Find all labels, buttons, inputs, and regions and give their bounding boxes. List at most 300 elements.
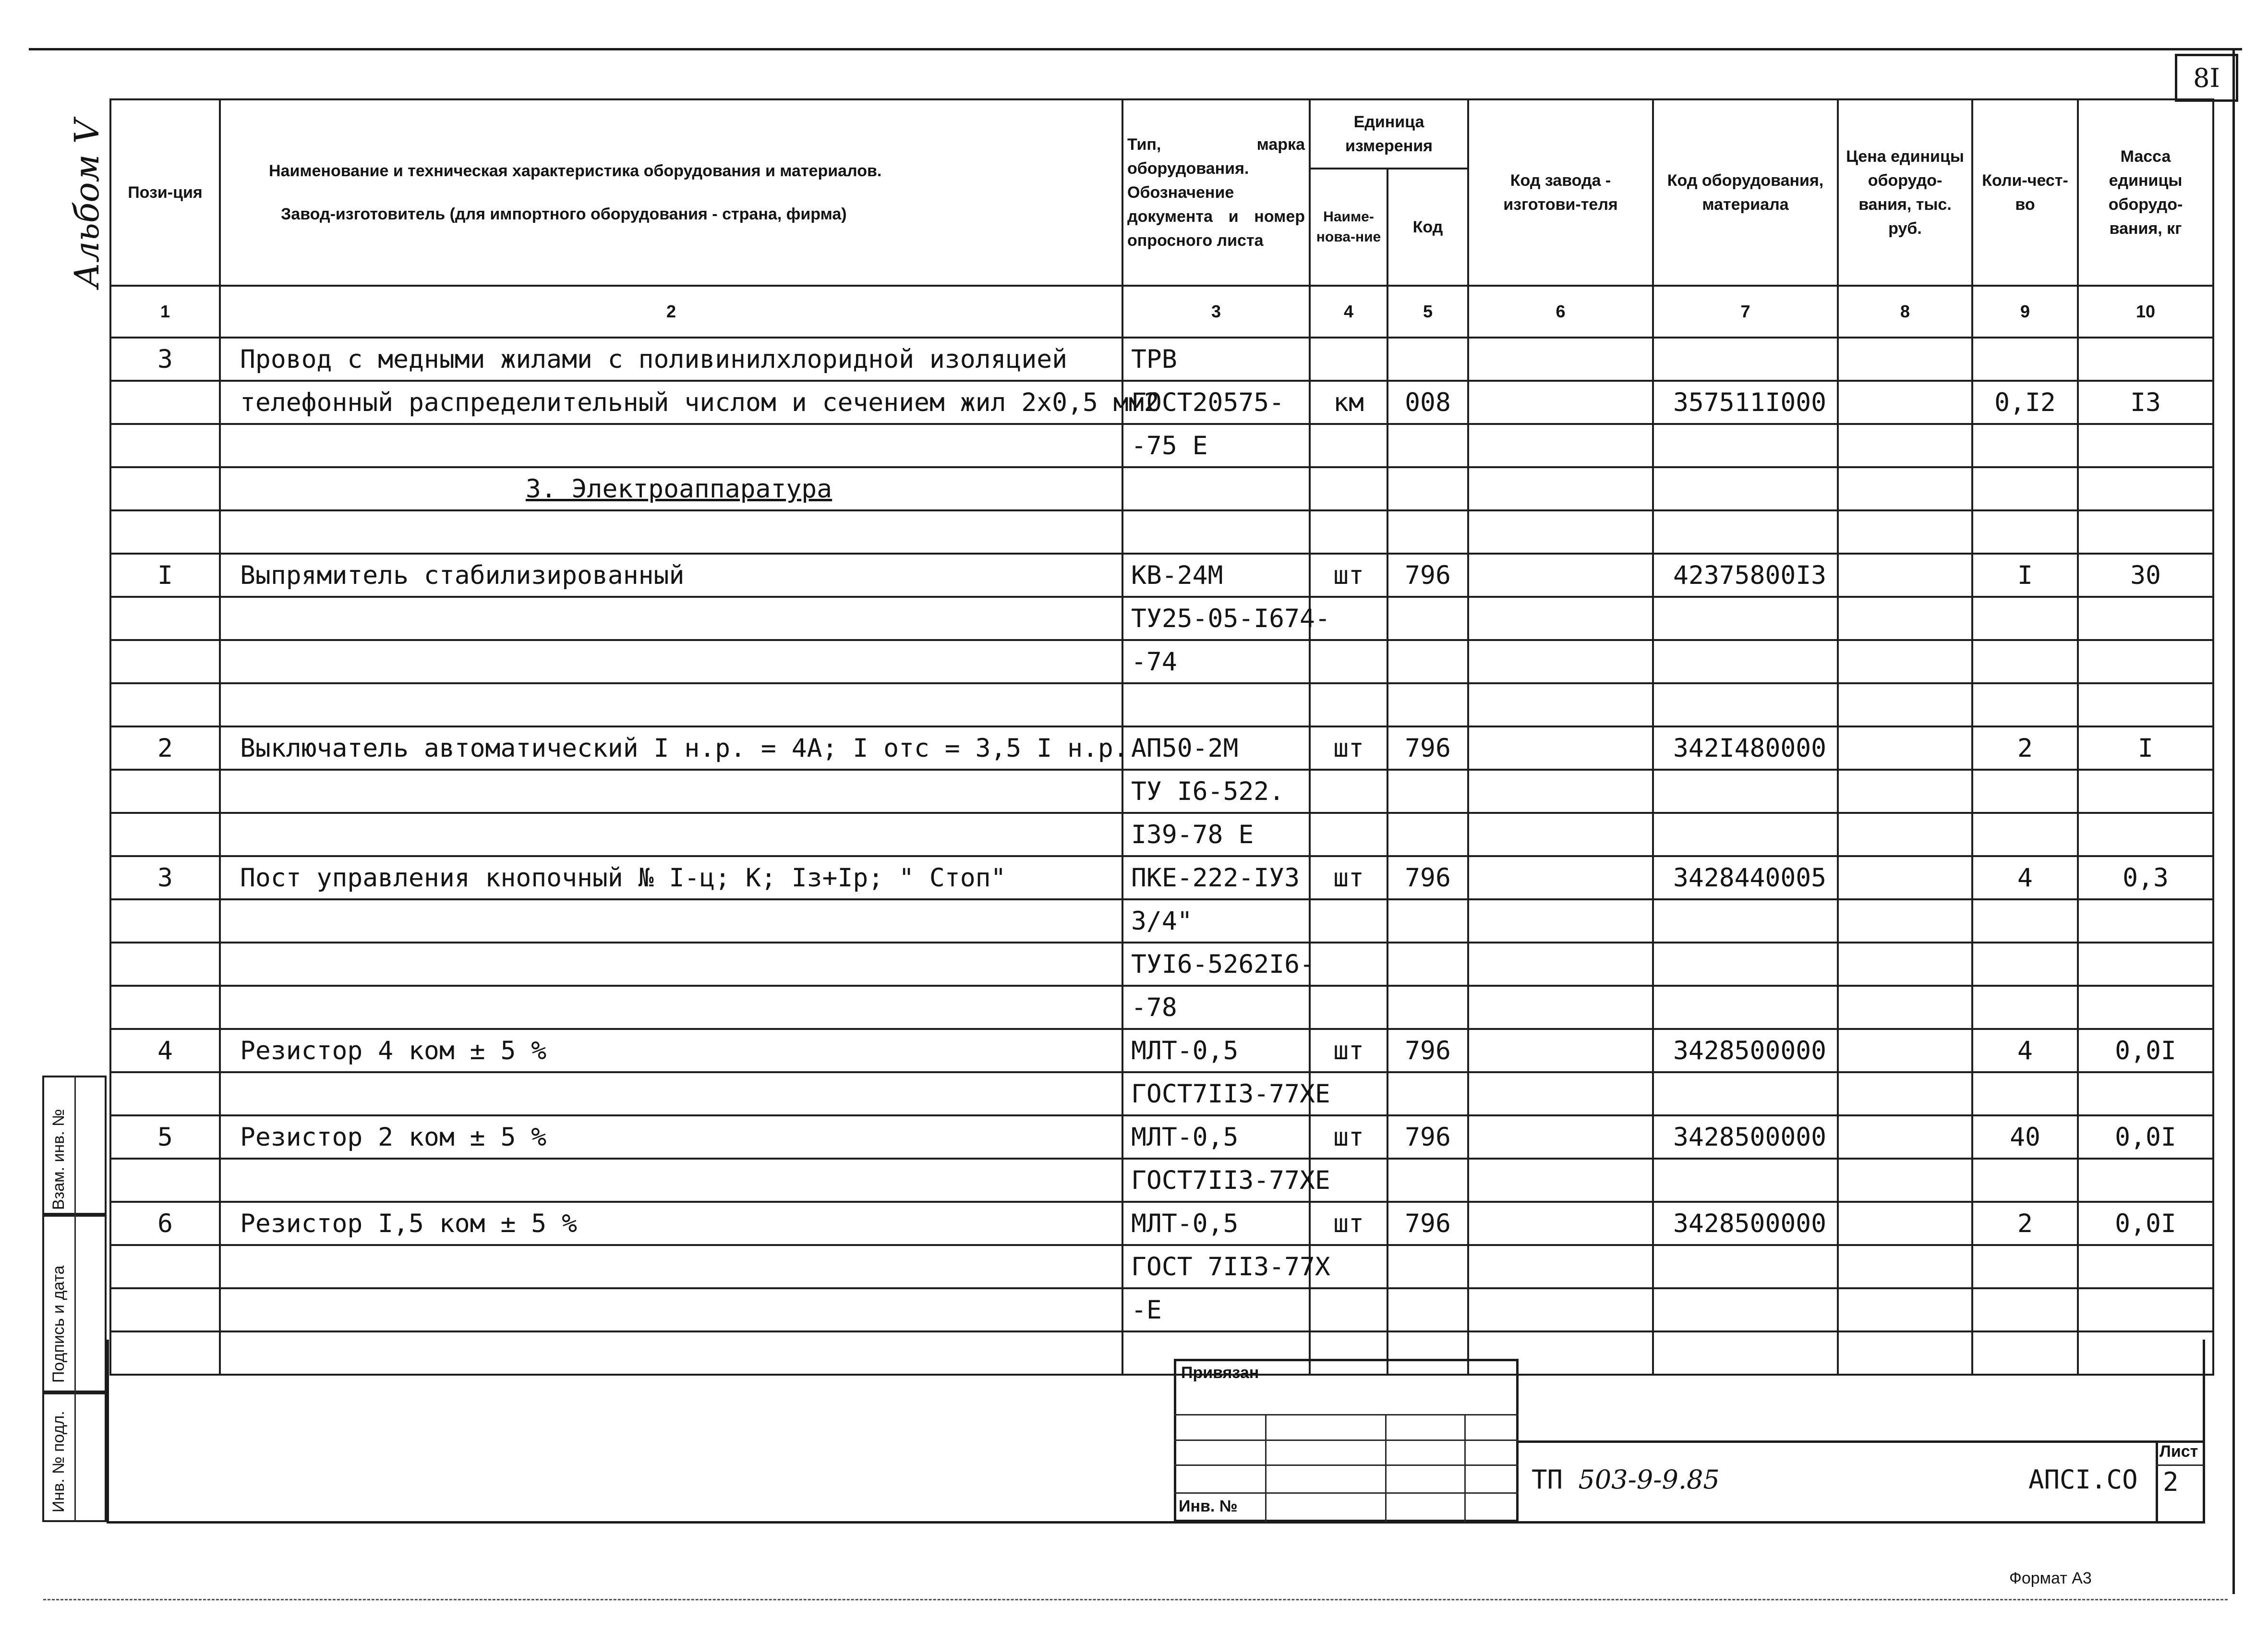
cell-mass bbox=[2078, 1245, 2213, 1288]
cell-qty: 2 bbox=[1972, 726, 2078, 770]
cell-pos bbox=[110, 1072, 220, 1115]
cell-equip: 42375800I3 bbox=[1653, 554, 1838, 597]
doc-number bbox=[1532, 1464, 1720, 1495]
cell-qty bbox=[1972, 338, 2078, 381]
table-row bbox=[110, 640, 2213, 683]
cell-code bbox=[1387, 1159, 1468, 1202]
cell-price bbox=[1838, 1288, 1972, 1331]
cell-plant bbox=[1468, 510, 1653, 554]
cell-type bbox=[1122, 683, 1310, 726]
cell-name bbox=[220, 424, 1122, 467]
cell-mass: 0,3 bbox=[2078, 856, 2213, 899]
cell-name bbox=[220, 640, 1122, 683]
cell-pos: I bbox=[110, 554, 220, 597]
cell-name bbox=[220, 1288, 1122, 1331]
cell-unit bbox=[1310, 338, 1387, 381]
cell-pos: 3 bbox=[110, 338, 220, 381]
cell-name: Резистор I,5 ком ± 5 % bbox=[220, 1202, 1122, 1245]
table-row bbox=[110, 1072, 2213, 1115]
cell-qty bbox=[1972, 1245, 2078, 1288]
stamp-podpis-divider bbox=[74, 1215, 76, 1392]
cell-plant bbox=[1468, 943, 1653, 986]
cell-mass bbox=[2078, 1072, 2213, 1115]
privyazan-col-1 bbox=[1265, 1414, 1267, 1522]
cell-plant bbox=[1468, 856, 1653, 899]
cell-type: КВ-24М bbox=[1122, 554, 1310, 597]
cell-plant bbox=[1468, 986, 1653, 1029]
column-number: 5 bbox=[1387, 286, 1468, 338]
table-row bbox=[110, 1331, 2213, 1375]
cell-mass bbox=[2078, 943, 2213, 986]
cell-qty: 4 bbox=[1972, 1029, 2078, 1072]
cell-pos bbox=[110, 770, 220, 813]
table-row bbox=[110, 554, 2213, 597]
cell-type: ТРВ bbox=[1122, 338, 1310, 381]
cell-unit bbox=[1310, 510, 1387, 554]
top-frame-line bbox=[29, 48, 2242, 50]
cell-equip bbox=[1653, 770, 1838, 813]
header-unit-code: Код bbox=[1387, 169, 1468, 286]
cell-qty bbox=[1972, 640, 2078, 683]
cell-price bbox=[1838, 510, 1972, 554]
cell-type: ГОСТ 7II3-77Х bbox=[1122, 1245, 1310, 1288]
cell-equip: 3428500000 bbox=[1653, 1029, 1838, 1072]
privyazan-label: Привязан bbox=[1181, 1364, 1259, 1382]
cell-unit bbox=[1310, 899, 1387, 943]
bottom-frame-line bbox=[107, 1521, 2205, 1524]
cell-plant bbox=[1468, 770, 1653, 813]
table-row bbox=[110, 381, 2213, 424]
cell-plant bbox=[1468, 597, 1653, 640]
cell-type: I39-78 Е bbox=[1122, 813, 1310, 856]
cell-qty: I bbox=[1972, 554, 2078, 597]
cell-price bbox=[1838, 770, 1972, 813]
cell-name bbox=[220, 597, 1122, 640]
cell-code bbox=[1387, 338, 1468, 381]
column-number-row bbox=[110, 286, 2213, 338]
album-label: Альбом V bbox=[67, 119, 107, 288]
cell-code: 796 bbox=[1387, 1115, 1468, 1159]
column-number: 3 bbox=[1122, 286, 1310, 338]
table-row bbox=[110, 1159, 2213, 1202]
cell-mass: I bbox=[2078, 726, 2213, 770]
cell-equip bbox=[1653, 597, 1838, 640]
sheet-box-divider bbox=[2156, 1464, 2204, 1466]
cell-pos: 6 bbox=[110, 1202, 220, 1245]
cell-qty bbox=[1972, 683, 2078, 726]
cell-name bbox=[220, 943, 1122, 986]
cell-mass: 0,0I bbox=[2078, 1202, 2213, 1245]
cell-code bbox=[1387, 424, 1468, 467]
cell-plant bbox=[1468, 1159, 1653, 1202]
cell-code bbox=[1387, 467, 1468, 510]
cell-type: МЛТ-0,5 bbox=[1122, 1115, 1310, 1159]
cell-plant bbox=[1468, 381, 1653, 424]
cell-type bbox=[1122, 467, 1310, 510]
header-qty: Коли-чест-во bbox=[1972, 99, 2078, 286]
cell-name: Пост управления кнопочный № I-ц; К; Iз+Iр; " Стоп" bbox=[220, 856, 1122, 899]
cell-pos bbox=[110, 640, 220, 683]
specification-table bbox=[109, 98, 2214, 1376]
cell-name bbox=[220, 1159, 1122, 1202]
cell-unit bbox=[1310, 813, 1387, 856]
table-row bbox=[110, 1245, 2213, 1288]
cell-name: Резистор 4 ком ± 5 % bbox=[220, 1029, 1122, 1072]
cell-pos bbox=[110, 683, 220, 726]
cell-qty bbox=[1972, 986, 2078, 1029]
cell-name bbox=[220, 510, 1122, 554]
cell-qty bbox=[1972, 510, 2078, 554]
privyazan-row-2 bbox=[1174, 1439, 1519, 1441]
cell-pos bbox=[110, 813, 220, 856]
header-type: Тип, марка оборудования. Обозначение документа и номер опросного листа bbox=[1122, 99, 1310, 286]
cell-qty bbox=[1972, 1072, 2078, 1115]
header-name-line2: Завод-изготовитель (для импортного оборудования - страна, фирма) bbox=[281, 205, 847, 223]
cell-name: Выпрямитель стабилизированный bbox=[220, 554, 1122, 597]
cell-price bbox=[1838, 1331, 1972, 1375]
cell-price bbox=[1838, 338, 1972, 381]
cell-price bbox=[1838, 856, 1972, 899]
doc-prefix: ТП bbox=[1532, 1464, 1563, 1495]
cell-name bbox=[220, 813, 1122, 856]
header-name bbox=[220, 99, 1122, 286]
column-number: 6 bbox=[1468, 286, 1653, 338]
cell-qty bbox=[1972, 943, 2078, 986]
cell-plant bbox=[1468, 424, 1653, 467]
cell-code: 796 bbox=[1387, 856, 1468, 899]
cell-code: 008 bbox=[1387, 381, 1468, 424]
cell-name bbox=[220, 1245, 1122, 1288]
column-number: 2 bbox=[220, 286, 1122, 338]
cell-code bbox=[1387, 899, 1468, 943]
cell-code bbox=[1387, 1288, 1468, 1331]
cell-code bbox=[1387, 683, 1468, 726]
cell-mass bbox=[2078, 1288, 2213, 1331]
cell-price bbox=[1838, 1245, 1972, 1288]
cell-plant bbox=[1468, 899, 1653, 943]
cell-mass: I3 bbox=[2078, 381, 2213, 424]
cell-price bbox=[1838, 640, 1972, 683]
table-row bbox=[110, 683, 2213, 726]
cell-unit bbox=[1310, 770, 1387, 813]
cell-qty bbox=[1972, 1288, 2078, 1331]
doc-code: АПСI.СО bbox=[2028, 1464, 2138, 1495]
cell-mass bbox=[2078, 1331, 2213, 1375]
cell-unit: шт bbox=[1310, 554, 1387, 597]
cell-name bbox=[220, 986, 1122, 1029]
cell-qty bbox=[1972, 597, 2078, 640]
table-row bbox=[110, 510, 2213, 554]
cell-type: АП50-2М bbox=[1122, 726, 1310, 770]
cell-code: 796 bbox=[1387, 1029, 1468, 1072]
cell-mass bbox=[2078, 813, 2213, 856]
cell-price bbox=[1838, 467, 1972, 510]
cell-type: -75 Е bbox=[1122, 424, 1310, 467]
table-row bbox=[110, 899, 2213, 943]
stamp-podpis-data-label: Подпись и дата bbox=[49, 1265, 68, 1383]
cell-unit bbox=[1310, 683, 1387, 726]
cell-unit: шт bbox=[1310, 726, 1387, 770]
cell-pos bbox=[110, 1159, 220, 1202]
cell-mass bbox=[2078, 683, 2213, 726]
cell-mass: 0,0I bbox=[2078, 1029, 2213, 1072]
cell-unit bbox=[1310, 943, 1387, 986]
cell-unit bbox=[1310, 986, 1387, 1029]
cell-plant bbox=[1468, 1072, 1653, 1115]
cell-equip bbox=[1653, 683, 1838, 726]
cell-unit: шт bbox=[1310, 1115, 1387, 1159]
cell-equip bbox=[1653, 1159, 1838, 1202]
cell-name bbox=[220, 1331, 1122, 1375]
table-row bbox=[110, 770, 2213, 813]
privyazan-row-3 bbox=[1174, 1464, 1519, 1466]
table-row bbox=[110, 1202, 2213, 1245]
cell-name: Выключатель автоматический I н.р. = 4А; I отс = 3,5 I н.р. bbox=[220, 726, 1122, 770]
privyazan-col-2 bbox=[1385, 1414, 1387, 1522]
cell-plant bbox=[1468, 554, 1653, 597]
cell-equip bbox=[1653, 338, 1838, 381]
stamp-vzam-divider bbox=[74, 1076, 76, 1215]
table-row bbox=[110, 1115, 2213, 1159]
cell-unit bbox=[1310, 640, 1387, 683]
cell-name bbox=[220, 683, 1122, 726]
cell-type: МЛТ-0,5 bbox=[1122, 1029, 1310, 1072]
cell-code bbox=[1387, 510, 1468, 554]
cell-price bbox=[1838, 1202, 1972, 1245]
cell-pos: 3 bbox=[110, 856, 220, 899]
cell-code bbox=[1387, 813, 1468, 856]
cell-pos bbox=[110, 943, 220, 986]
header-price: Цена единицы оборудо-вания, тыс. руб. bbox=[1838, 99, 1972, 286]
cell-type: -74 bbox=[1122, 640, 1310, 683]
column-number: 7 bbox=[1653, 286, 1838, 338]
cell-qty bbox=[1972, 770, 2078, 813]
cell-equip bbox=[1653, 1245, 1838, 1288]
cell-pos bbox=[110, 467, 220, 510]
cell-type: -Е bbox=[1122, 1288, 1310, 1331]
cell-price bbox=[1838, 1115, 1972, 1159]
cell-mass: 0,0I bbox=[2078, 1115, 2213, 1159]
cell-equip bbox=[1653, 813, 1838, 856]
inv-no-label: Инв. № bbox=[1179, 1497, 1238, 1515]
table-body bbox=[110, 338, 2213, 1375]
cell-price bbox=[1838, 899, 1972, 943]
cell-pos bbox=[110, 424, 220, 467]
cell-qty: 40 bbox=[1972, 1115, 2078, 1159]
privyazan-row-4 bbox=[1174, 1492, 1519, 1494]
table-row bbox=[110, 424, 2213, 467]
table-row bbox=[110, 726, 2213, 770]
cell-qty bbox=[1972, 1331, 2078, 1375]
cell-pos bbox=[110, 986, 220, 1029]
cell-code bbox=[1387, 770, 1468, 813]
cell-equip: 3428500000 bbox=[1653, 1202, 1838, 1245]
cell-mass bbox=[2078, 770, 2213, 813]
header-unit: Единица измерения bbox=[1310, 99, 1468, 169]
format-label: Формат А3 bbox=[2009, 1569, 2092, 1587]
cell-equip bbox=[1653, 943, 1838, 986]
cell-mass bbox=[2078, 1159, 2213, 1202]
cell-price bbox=[1838, 424, 1972, 467]
cell-unit: шт bbox=[1310, 1029, 1387, 1072]
cell-type: -78 bbox=[1122, 986, 1310, 1029]
cell-price bbox=[1838, 1072, 1972, 1115]
cell-code bbox=[1387, 597, 1468, 640]
table-row bbox=[110, 943, 2213, 986]
table-row bbox=[110, 1029, 2213, 1072]
cell-price bbox=[1838, 597, 1972, 640]
cell-type bbox=[1122, 510, 1310, 554]
cell-plant bbox=[1468, 683, 1653, 726]
cell-unit bbox=[1310, 467, 1387, 510]
left-frame-line bbox=[107, 1340, 109, 1522]
header-equip-code: Код оборудования, материала bbox=[1653, 99, 1838, 286]
cell-equip: 342I480000 bbox=[1653, 726, 1838, 770]
cell-price bbox=[1838, 813, 1972, 856]
cell-name: Провод с медными жилами с поливинилхлоридной изоляцией bbox=[220, 338, 1122, 381]
column-number: 9 bbox=[1972, 286, 2078, 338]
column-number: 10 bbox=[2078, 286, 2213, 338]
column-number: 4 bbox=[1310, 286, 1387, 338]
cell-pos: 4 bbox=[110, 1029, 220, 1072]
cell-pos bbox=[110, 597, 220, 640]
cell-type: ТУ I6-522. bbox=[1122, 770, 1310, 813]
cell-mass bbox=[2078, 899, 2213, 943]
cell-name bbox=[220, 899, 1122, 943]
cell-unit: км bbox=[1310, 381, 1387, 424]
table-row bbox=[110, 467, 2213, 510]
privyazan-row-1 bbox=[1174, 1414, 1519, 1415]
privyazan-col-3 bbox=[1464, 1414, 1466, 1522]
cell-type: ПКЕ-222-IУЗ bbox=[1122, 856, 1310, 899]
cell-plant bbox=[1468, 640, 1653, 683]
table-row bbox=[110, 986, 2213, 1029]
cell-price bbox=[1838, 1159, 1972, 1202]
stamp-inv-podl-divider bbox=[74, 1392, 76, 1522]
cell-pos bbox=[110, 381, 220, 424]
cell-equip bbox=[1653, 467, 1838, 510]
cell-mass bbox=[2078, 338, 2213, 381]
header-plant-code: Код завода - изготови-теля bbox=[1468, 99, 1653, 286]
cell-plant bbox=[1468, 813, 1653, 856]
cell-name: Резистор 2 ком ± 5 % bbox=[220, 1115, 1122, 1159]
cell-code bbox=[1387, 640, 1468, 683]
cell-unit bbox=[1310, 424, 1387, 467]
cell-plant bbox=[1468, 726, 1653, 770]
cell-code: 796 bbox=[1387, 554, 1468, 597]
cell-equip bbox=[1653, 510, 1838, 554]
cell-plant bbox=[1468, 1115, 1653, 1159]
cell-unit: шт bbox=[1310, 856, 1387, 899]
cell-type: ТУI6-5262I6- bbox=[1122, 943, 1310, 986]
column-number: 1 bbox=[110, 286, 220, 338]
cell-mass bbox=[2078, 424, 2213, 467]
cell-qty bbox=[1972, 467, 2078, 510]
cell-price bbox=[1838, 943, 1972, 986]
cell-price bbox=[1838, 726, 1972, 770]
cell-pos bbox=[110, 1245, 220, 1288]
cell-type: ГОСТ7II3-77ХЕ bbox=[1122, 1159, 1310, 1202]
cell-name bbox=[220, 1072, 1122, 1115]
cell-plant bbox=[1468, 1288, 1653, 1331]
sheet-number: 2 bbox=[2163, 1467, 2179, 1497]
cell-plant bbox=[1468, 467, 1653, 510]
cell-qty: 2 bbox=[1972, 1202, 2078, 1245]
column-number: 8 bbox=[1838, 286, 1972, 338]
cell-type: ТУ25-05-I674- bbox=[1122, 597, 1310, 640]
cell-price bbox=[1838, 381, 1972, 424]
cell-equip bbox=[1653, 1288, 1838, 1331]
cell-code bbox=[1387, 943, 1468, 986]
cell-price bbox=[1838, 554, 1972, 597]
cell-code: 796 bbox=[1387, 726, 1468, 770]
cell-pos bbox=[110, 1331, 220, 1375]
cell-equip bbox=[1653, 899, 1838, 943]
cell-name: телефонный распределительный числом и сечением жил 2х0,5 мм2 bbox=[220, 381, 1122, 424]
stamp-inv-podl-label: Инв. № подл. bbox=[49, 1411, 68, 1512]
table-row bbox=[110, 338, 2213, 381]
cell-equip bbox=[1653, 1331, 1838, 1375]
cell-type: 3/4" bbox=[1122, 899, 1310, 943]
cell-qty bbox=[1972, 424, 2078, 467]
cell-qty bbox=[1972, 813, 2078, 856]
cell-price bbox=[1838, 1029, 1972, 1072]
cell-equip: 357511I000 bbox=[1653, 381, 1838, 424]
cell-pos bbox=[110, 510, 220, 554]
cell-plant bbox=[1468, 1245, 1653, 1288]
title-block-top-line bbox=[1519, 1440, 2203, 1443]
cell-plant bbox=[1468, 338, 1653, 381]
header-name-line1: Наименование и техническая характеристика оборудования и материалов. bbox=[269, 162, 882, 180]
cell-equip: 3428500000 bbox=[1653, 1115, 1838, 1159]
cell-price bbox=[1838, 683, 1972, 726]
doc-number-value: 503-9-9.85 bbox=[1578, 1464, 1720, 1495]
cell-name bbox=[220, 770, 1122, 813]
table-row bbox=[110, 813, 2213, 856]
cell-equip bbox=[1653, 640, 1838, 683]
cell-qty bbox=[1972, 899, 2078, 943]
cell-mass bbox=[2078, 467, 2213, 510]
table-row bbox=[110, 597, 2213, 640]
right-frame-line bbox=[2232, 48, 2235, 1594]
cell-unit bbox=[1310, 1288, 1387, 1331]
cell-equip bbox=[1653, 1072, 1838, 1115]
cell-mass bbox=[2078, 597, 2213, 640]
cell-mass bbox=[2078, 510, 2213, 554]
cell-code bbox=[1387, 986, 1468, 1029]
cell-plant bbox=[1468, 1029, 1653, 1072]
cell-plant bbox=[1468, 1202, 1653, 1245]
cell-price bbox=[1838, 986, 1972, 1029]
cell-qty: 0,I2 bbox=[1972, 381, 2078, 424]
cell-code bbox=[1387, 1072, 1468, 1115]
cell-type: ГОСТ20575- bbox=[1122, 381, 1310, 424]
cell-equip bbox=[1653, 424, 1838, 467]
page-number: 8I bbox=[2175, 54, 2238, 102]
cell-mass bbox=[2078, 640, 2213, 683]
cell-name: 3. Электроаппаратура bbox=[220, 467, 1122, 510]
table-row bbox=[110, 856, 2213, 899]
bottom-dashed-line bbox=[43, 1599, 2228, 1600]
cell-type: ГОСТ7II3-77ХЕ bbox=[1122, 1072, 1310, 1115]
stamp-vzam-inv-label: Взам. инв. № bbox=[49, 1109, 68, 1210]
cell-pos: 2 bbox=[110, 726, 220, 770]
header-mass: Масса единицы оборудо-вания, кг bbox=[2078, 99, 2213, 286]
cell-equip: 3428440005 bbox=[1653, 856, 1838, 899]
cell-code bbox=[1387, 1245, 1468, 1288]
header-pos: Пози-ция bbox=[110, 99, 220, 286]
cell-type: МЛТ-0,5 bbox=[1122, 1202, 1310, 1245]
